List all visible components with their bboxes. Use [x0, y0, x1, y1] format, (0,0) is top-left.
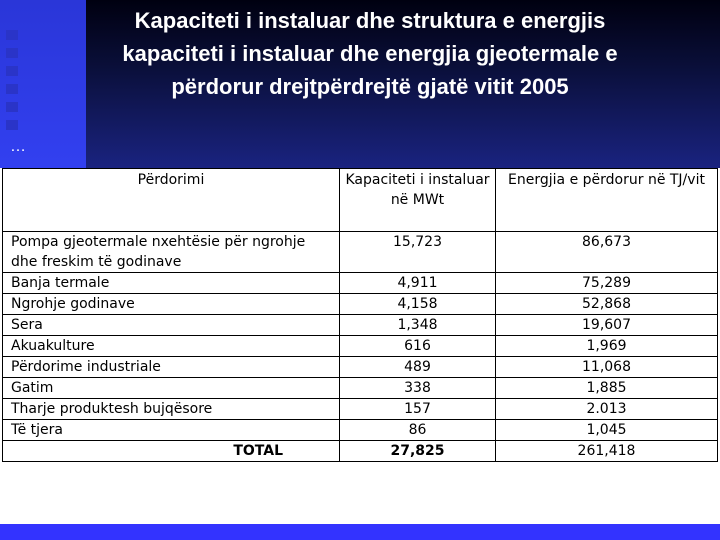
- table-header: [3, 169, 718, 232]
- table-row: [3, 336, 718, 357]
- cell-energy: 19,607: [496, 315, 718, 336]
- header-energy: Energjia e përdorur në TJ/vit: [496, 169, 718, 232]
- total-capacity: 27,825: [340, 441, 496, 462]
- cell-capacity: 338: [340, 378, 496, 399]
- cell-capacity: 4,911: [340, 273, 496, 294]
- cell-energy: 1,969: [496, 336, 718, 357]
- total-energy: 261,418: [496, 441, 718, 462]
- cell-energy: 2.013: [496, 399, 718, 420]
- cell-energy: 11,068: [496, 357, 718, 378]
- cell-energy: 1,045: [496, 420, 718, 441]
- header-usage: Përdorimi: [3, 169, 340, 232]
- cell-energy: 1,885: [496, 378, 718, 399]
- cell-capacity: 616: [340, 336, 496, 357]
- table-row: [3, 294, 718, 315]
- cell-usage: Ngrohje godinave: [3, 294, 340, 315]
- cell-energy: 86,673: [496, 232, 718, 273]
- table-row: [3, 232, 718, 273]
- cell-usage: Të tjera: [3, 420, 340, 441]
- bottom-bar: [0, 524, 720, 540]
- cell-usage: Përdorime industriale: [3, 357, 340, 378]
- data-table: [2, 168, 718, 462]
- cell-capacity: 86: [340, 420, 496, 441]
- table-row: [3, 357, 718, 378]
- cell-capacity: 15,723: [340, 232, 496, 273]
- cell-capacity: 157: [340, 399, 496, 420]
- title-line: përdorur drejtpërdrejtë gjatë vitit 2005: [171, 74, 569, 99]
- title-line: kapaciteti i instaluar dhe energjia gjeotermale e: [122, 41, 618, 66]
- cell-usage: Gatim: [3, 378, 340, 399]
- cell-usage: Banja termale: [3, 273, 340, 294]
- cell-energy: 52,868: [496, 294, 718, 315]
- table-row: [3, 273, 718, 294]
- cell-usage: Akuakulture: [3, 336, 340, 357]
- cell-capacity: 1,348: [340, 315, 496, 336]
- cell-energy: 75,289: [496, 273, 718, 294]
- cell-usage: Tharje produktesh bujqësore: [3, 399, 340, 420]
- table-row: [3, 399, 718, 420]
- total-label: TOTAL: [3, 441, 340, 462]
- cell-capacity: 4,158: [340, 294, 496, 315]
- table-row: [3, 378, 718, 399]
- table-row: [3, 420, 718, 441]
- cell-usage: Pompa gjeotermale nxehtësie për ngrohje dhe freskim të godinave: [3, 232, 340, 273]
- cell-capacity: 489: [340, 357, 496, 378]
- title-line: Kapaciteti i instaluar dhe struktura e energjis: [134, 8, 606, 33]
- table-row: [3, 315, 718, 336]
- slide-title: [30, 4, 710, 103]
- header-capacity: Kapaciteti i instaluar në MWt: [340, 169, 496, 232]
- total-row: [3, 441, 718, 462]
- ellipsis: …: [10, 138, 26, 155]
- cell-usage: Sera: [3, 315, 340, 336]
